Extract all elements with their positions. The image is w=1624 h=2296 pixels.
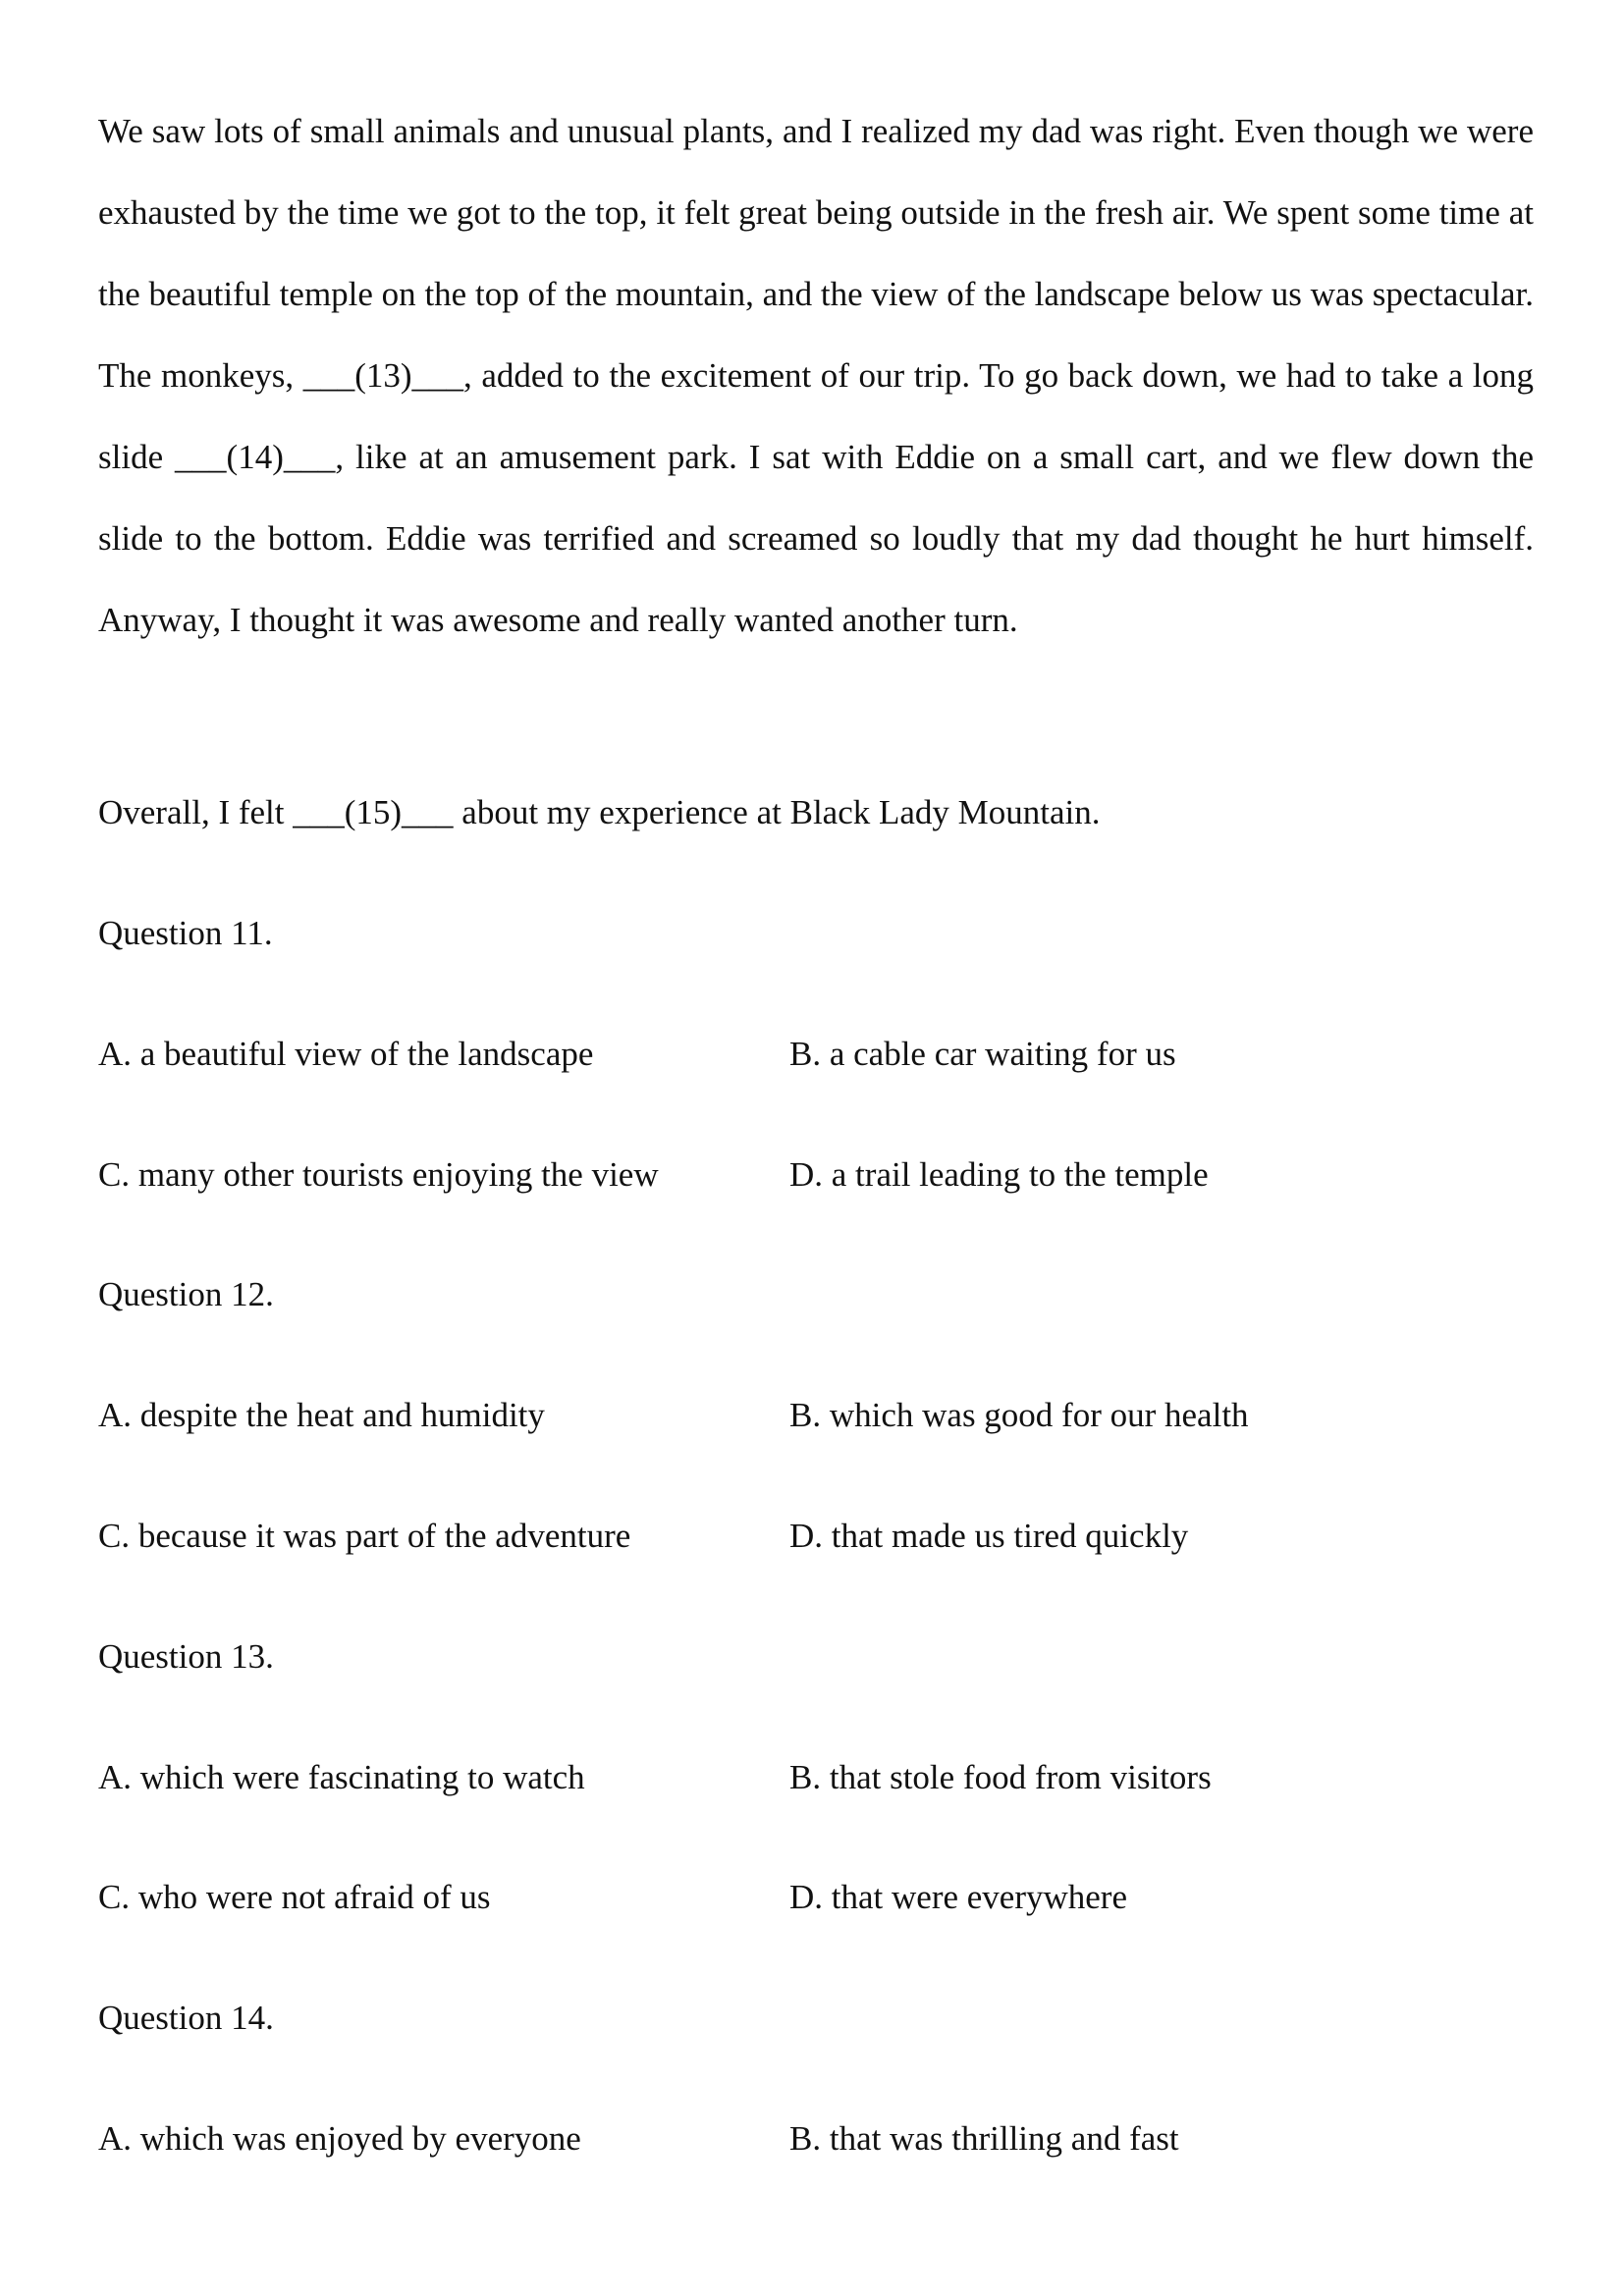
question-14-option-a: A. which was enjoyed by everyone — [98, 2119, 581, 2158]
passage-closing-sentence: Overall, I felt ___(15)___ about my experience at Black Lady Mountain. — [98, 793, 1101, 831]
question-11-option-b: B. a cable car waiting for us — [789, 1035, 1176, 1073]
question-13-label: Question 13. — [98, 1637, 274, 1676]
question-11-label: Question 11. — [98, 914, 273, 952]
question-11-option-a: A. a beautiful view of the landscape — [98, 1035, 594, 1073]
question-11-option-c: C. many other tourists enjoying the view — [98, 1155, 659, 1194]
question-12-option-d: D. that made us tired quickly — [789, 1517, 1189, 1555]
question-12-option-c: C. because it was part of the adventure — [98, 1517, 631, 1555]
question-13-option-d: D. that were everywhere — [789, 1878, 1127, 1916]
question-13-option-b: B. that stole food from visitors — [789, 1758, 1212, 1796]
question-12-option-a: A. despite the heat and humidity — [98, 1396, 545, 1434]
question-14-label: Question 14. — [98, 1999, 274, 2037]
question-11-option-d: D. a trail leading to the temple — [789, 1155, 1209, 1194]
passage-paragraph: We saw lots of small animals and unusual plants, and I realized my dad was right. Even though we were exhausted by the time we got to the top, it felt great being outside in the fresh air. We spent some time at the beautiful temple on the top of the mountain, and the view of the landscape below us was spectacular. The monkeys, ___(13)___, added to the excitement of our trip. To go back down, we had to take a long slide ___(14)___, like at an amusement park. I sat with Eddie on a small cart, and we flew down the slide to the bottom. Eddie was terrified and screamed so loudly that my dad thought he hurt himself. Anyway, I thought it was awesome and really wanted another turn. — [98, 112, 1534, 639]
question-12-label: Question 12. — [98, 1275, 274, 1313]
question-12-option-b: B. which was good for our health — [789, 1396, 1249, 1434]
question-13-option-c: C. who were not afraid of us — [98, 1878, 491, 1916]
question-14-option-b: B. that was thrilling and fast — [789, 2119, 1179, 2158]
question-13-option-a: A. which were fascinating to watch — [98, 1758, 585, 1796]
